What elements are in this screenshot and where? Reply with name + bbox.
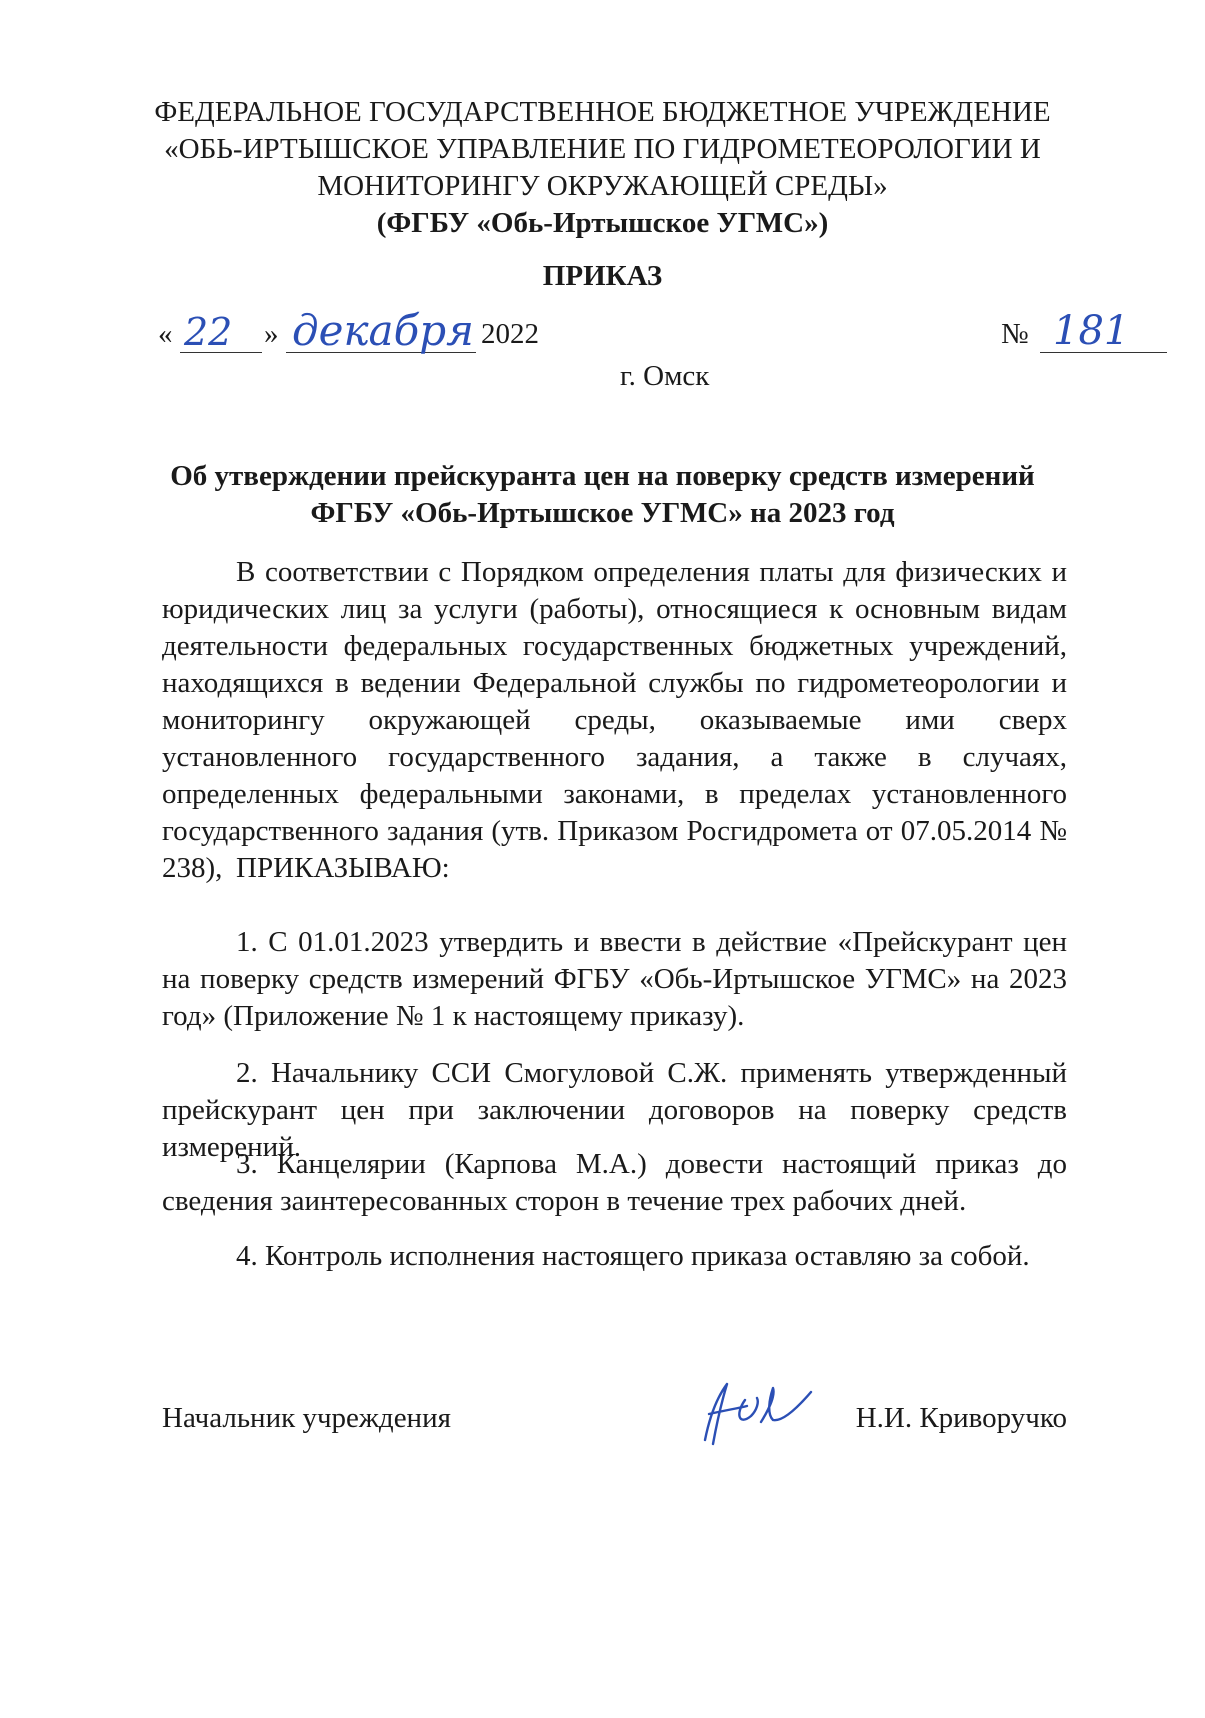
organization-short-name: (ФГБУ «Обь-Иртышское УГМС») bbox=[376, 207, 829, 239]
city: г. Омск bbox=[620, 360, 710, 392]
order-item-2: 2. Начальнику ССИ Смогуловой С.Ж. применять утвержденный прейскурант цен при заключении договоров на поверку средств измерений. bbox=[162, 1057, 1067, 1163]
date-close-quote: » bbox=[264, 318, 279, 350]
signatory-name: Н.И. Криворучко bbox=[855, 1402, 1067, 1434]
order-item-1: 1. С 01.01.2023 утвердить и ввести в действие «Прейскурант цен на поверку средств измерений ФГБУ «Обь-Иртышское УГМС» на 2023 год» (Приложение № 1 к настоящему приказу). bbox=[162, 926, 1067, 1032]
header-line-3: МОНИТОРИНГУ ОКРУЖАЮЩЕЙ СРЕДЫ» bbox=[317, 170, 888, 202]
date-number-line bbox=[158, 306, 1130, 362]
signatory-position: Начальник учреждения bbox=[162, 1402, 451, 1434]
handwritten-month: декабря bbox=[292, 306, 474, 355]
organization-header bbox=[150, 94, 1055, 242]
subject-line-1: Об утверждении прейскуранта цен на поверку средств измерений bbox=[170, 460, 1035, 492]
header-line-1: ФЕДЕРАЛЬНОЕ ГОСУДАРСТВЕННОЕ БЮДЖЕТНОЕ УЧРЕЖДЕНИЕ bbox=[154, 96, 1051, 128]
date-year: 2022 bbox=[481, 318, 539, 350]
preamble-paragraph: В соответствии с Порядком определения платы для физических и юридических лиц за услуги (работы), относящиеся к основным видам деятельности федеральных государственных бюджетных учреждений, находящихся в ведении Федеральной службы по гидрометеорологии и мониторингу окружающей среды, оказываемые ими сверх установленного государственного задания, а также в случаях, определенных федеральными законами, в пределах установленного государственного задания (утв. Приказом Росгидромета от 07.05.2014 № 238), bbox=[162, 556, 1067, 884]
order-subject bbox=[150, 458, 1055, 532]
handwritten-day: 22 bbox=[184, 310, 233, 354]
handwritten-signature bbox=[687, 1370, 817, 1460]
order-item-3: 3. Канцелярии (Карпова М.А.) довести настоящий приказ до сведения заинтересованных сторон в течение трех рабочих дней. bbox=[162, 1148, 1067, 1217]
subject-line-2: ФГБУ «Обь-Иртышское УГМС» на 2023 год bbox=[310, 497, 895, 529]
date-open-quote: « bbox=[158, 318, 173, 350]
header-line-2: «ОБЬ-ИРТЫШСКОЕ УПРАВЛЕНИЕ ПО ГИДРОМЕТЕОРОЛОГИИ И bbox=[164, 133, 1041, 165]
signature-block bbox=[162, 1402, 1067, 1462]
handwritten-number: 181 bbox=[1053, 308, 1130, 354]
order-word: ПРИКАЗЫВАЮ: bbox=[236, 852, 450, 884]
document-type: ПРИКАЗ bbox=[542, 260, 663, 292]
number-sign: № bbox=[1001, 318, 1029, 350]
order-item-4: 4. Контроль исполнения настоящего приказа оставляю за собой. bbox=[236, 1240, 1030, 1272]
